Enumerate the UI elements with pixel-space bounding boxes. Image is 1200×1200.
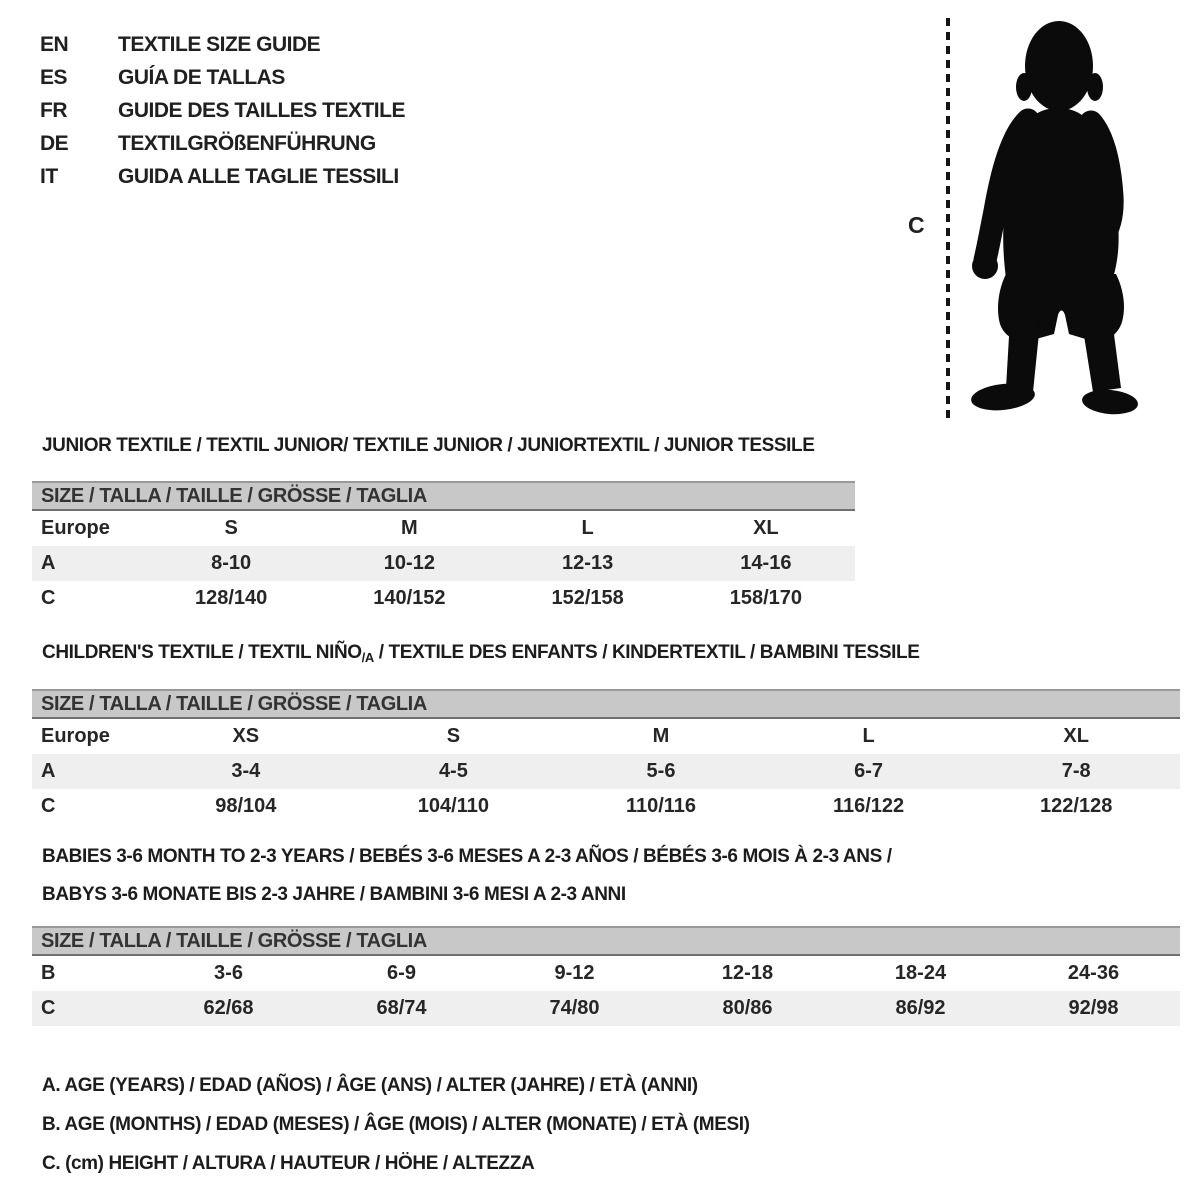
table-row-europe (32, 719, 1180, 754)
children-size-table (32, 689, 1180, 824)
language-code: FR (40, 99, 67, 122)
junior-size-table (32, 481, 855, 616)
table-cell: 5-6 (646, 760, 676, 782)
table-cell: 8-10 (211, 552, 252, 574)
table-cell: 110/116 (625, 795, 697, 817)
table-cell: 116/122 (832, 795, 905, 817)
row-label: Europe (41, 517, 110, 539)
table-cell: 3-6 (214, 962, 243, 984)
table-cell: 152/158 (551, 587, 624, 609)
language-row-it (40, 160, 405, 193)
table-cell: 10-12 (383, 552, 435, 574)
table-cell: 14-16 (740, 552, 792, 574)
table-cell: 98/104 (215, 795, 277, 817)
table-cell: 7-8 (1061, 760, 1091, 782)
table-row-europe (32, 511, 855, 546)
row-label: A (41, 552, 56, 574)
table-row-age (32, 754, 1180, 789)
table-cell: L (581, 517, 594, 539)
table-cell: 92/98 (1068, 997, 1119, 1019)
guide-title: TEXTILE SIZE GUIDE (118, 33, 321, 56)
language-header (40, 28, 405, 193)
row-label: C (41, 587, 56, 609)
children-section-title (42, 642, 919, 664)
size-table-header: SIZE / TALLA / TAILLE / GRÖSSE / TAGLIA (32, 689, 1180, 719)
table-cell: 24-36 (1067, 962, 1120, 984)
table-cell: 158/170 (729, 587, 803, 609)
babies-section-title (42, 838, 892, 914)
language-code: DE (40, 132, 69, 155)
table-cell: 140/152 (373, 587, 446, 609)
size-table-header: SIZE / TALLA / TAILLE / GRÖSSE / TAGLIA (32, 481, 855, 511)
footnote-height-cm: C. (cm) HEIGHT / ALTURA / HAUTEUR / HÖHE / ALTEZZA (42, 1153, 535, 1174)
guide-title: GUIDE DES TAILLES TEXTILE (118, 99, 405, 122)
footnote-age-years: A. AGE (YEARS) / EDAD (AÑOS) / ÂGE (ANS) / ALTER (JAHRE) / ETÀ (ANNI) (42, 1075, 698, 1096)
height-measure-label: C (908, 212, 925, 238)
guide-title: TEXTILGRÖßENFÜHRUNG (118, 132, 376, 155)
height-dashed-line (944, 18, 952, 418)
table-cell: XL (1063, 725, 1089, 747)
footnote-age-months: B. AGE (MONTHS) / EDAD (MESES) / ÂGE (MOIS) / ALTER (MONATE) / ETÀ (MESI) (42, 1114, 750, 1135)
table-cell: 128/140 (194, 587, 268, 609)
table-cell: 6-7 (854, 760, 884, 782)
language-code: IT (40, 165, 58, 188)
table-cell: 74/80 (549, 997, 600, 1019)
row-label: A (41, 760, 56, 782)
language-row-en (40, 28, 405, 61)
table-cell: L (862, 725, 875, 747)
table-cell: S (224, 517, 238, 539)
table-cell: 9-12 (554, 962, 595, 984)
table-cell: 12-13 (562, 552, 614, 574)
junior-section-title: JUNIOR TEXTILE / TEXTIL JUNIOR/ TEXTILE JUNIOR / JUNIORTEXTIL / JUNIOR TESSILE (42, 435, 815, 456)
language-row-de (40, 127, 405, 160)
table-row-months (32, 956, 1180, 991)
table-cell: 12-18 (721, 962, 774, 984)
table-cell: M (652, 725, 670, 747)
row-label: C (41, 997, 56, 1019)
table-cell: XL (753, 517, 779, 539)
guide-title: GUÍA DE TALLAS (118, 66, 285, 89)
table-cell: 68/74 (376, 997, 427, 1019)
table-cell: 3-4 (231, 760, 261, 782)
babies-title-line1: BABIES 3-6 MONTH TO 2-3 YEARS / BEBÉS 3-6 MESES A 2-3 AÑOS / BÉBÉS 3-6 MOIS À 2-3 ANS / (42, 846, 892, 867)
babies-title-line2: BABYS 3-6 MONATE BIS 2-3 JAHRE / BAMBINI 3-6 MESI A 2-3 ANNI (42, 884, 626, 905)
row-label: B (41, 962, 56, 984)
footnotes (42, 1066, 750, 1183)
table-row-height (32, 581, 855, 616)
children-title-post: / TEXTILE DES ENFANTS / KINDERTEXTIL / BAMBINI TESSILE (373, 642, 920, 663)
table-cell: M (401, 517, 418, 539)
language-code: ES (40, 66, 68, 89)
size-table-header: SIZE / TALLA / TAILLE / GRÖSSE / TAGLIA (32, 926, 1180, 956)
row-label: C (41, 795, 56, 817)
table-row-height (32, 991, 1180, 1026)
children-title-pre: CHILDREN'S TEXTILE / TEXTIL NIÑO (42, 642, 362, 663)
table-cell: 18-24 (894, 962, 947, 984)
table-row-height (32, 789, 1180, 824)
guide-title: GUIDA ALLE TAGLIE TESSILI (118, 165, 399, 188)
babies-size-table (32, 926, 1180, 1026)
table-cell: 80/86 (722, 997, 773, 1019)
row-label: Europe (41, 725, 110, 747)
language-row-fr (40, 94, 405, 127)
table-cell: 62/68 (203, 997, 254, 1019)
table-row-age (32, 546, 855, 581)
table-cell: 104/110 (417, 795, 489, 817)
language-row-es (40, 61, 405, 94)
children-title-sub: /A (361, 650, 374, 665)
table-cell: 4-5 (438, 760, 468, 782)
table-cell: 86/92 (895, 997, 946, 1019)
language-code: EN (40, 33, 69, 56)
table-cell: XS (232, 725, 260, 747)
table-cell: 122/128 (1040, 795, 1113, 817)
table-cell: 6-9 (387, 962, 416, 984)
table-cell: S (446, 725, 461, 747)
toddler-silhouette-icon (958, 16, 1143, 418)
